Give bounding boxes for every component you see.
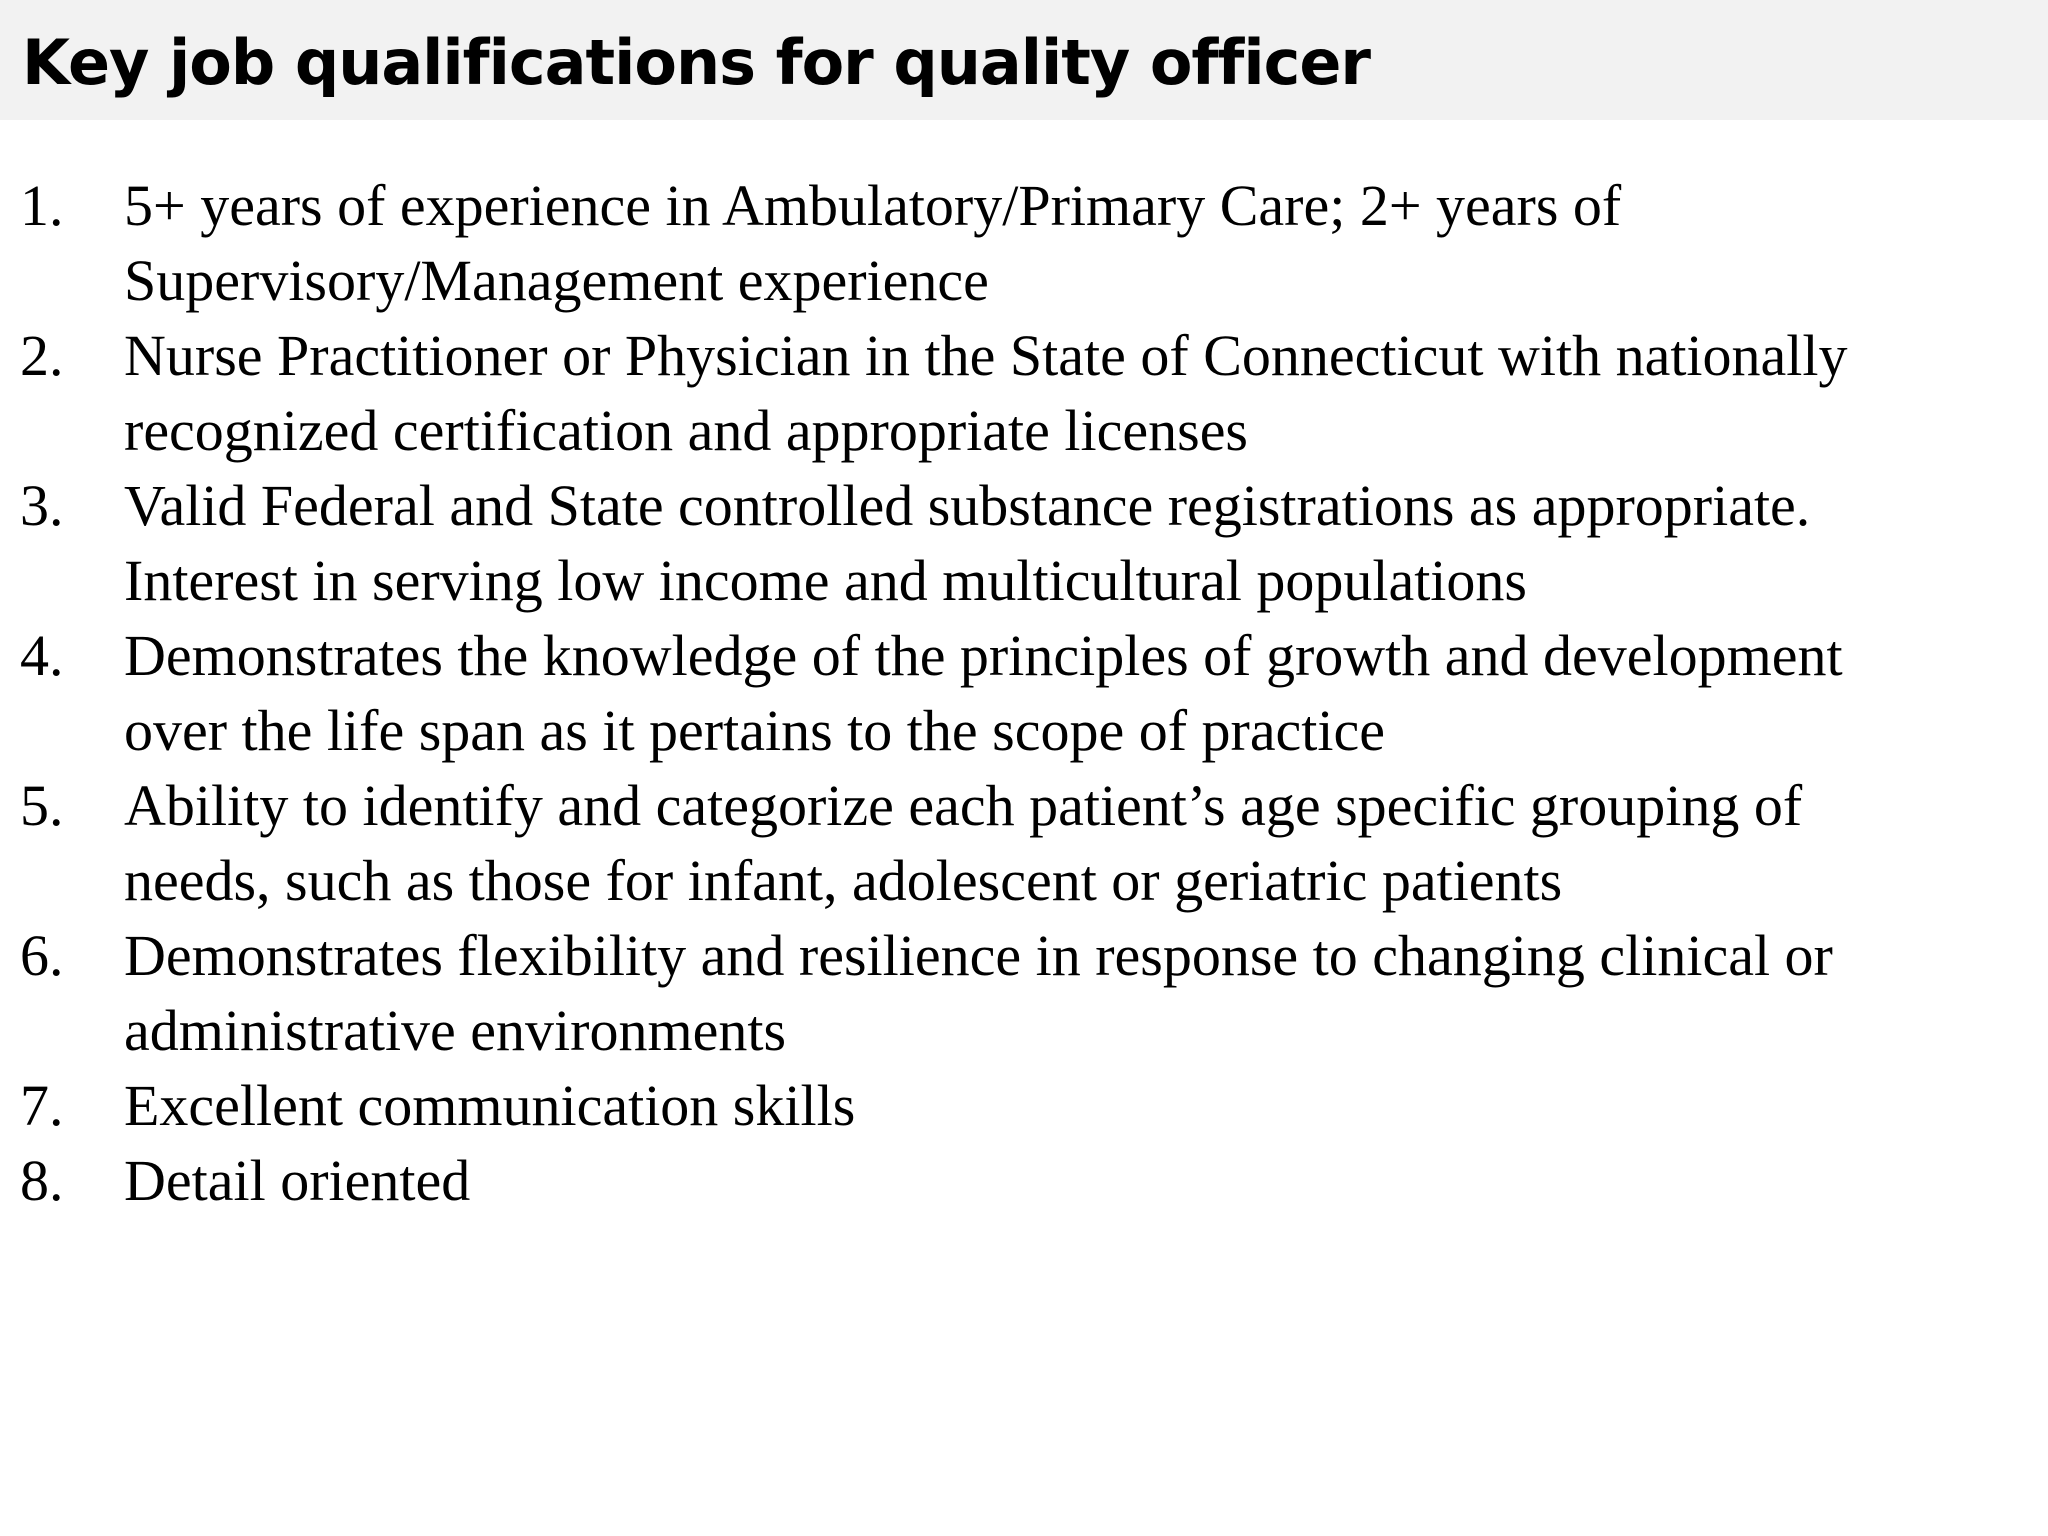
item-text-line: 5+ years of experience in Ambulatory/Primary Care; 2+ years of <box>124 173 1622 238</box>
item-text-line: Demonstrates the knowledge of the principles of growth and development <box>124 623 1843 688</box>
list-item <box>0 768 2048 918</box>
item-number: 3. <box>20 473 64 538</box>
item-text-line: Excellent communication skills <box>124 1073 856 1138</box>
item-text-line: administrative environments <box>124 998 787 1063</box>
item-text-line: over the life span as it pertains to the scope of practice <box>124 698 1386 763</box>
list-item <box>0 468 2048 618</box>
list-item <box>0 918 2048 1068</box>
item-text-line: Valid Federal and State controlled substance registrations as appropriate. <box>124 473 1811 538</box>
item-text-line: needs, such as those for infant, adolescent or geriatric patients <box>124 848 1563 913</box>
item-text-line: Demonstrates flexibility and resilience in response to changing clinical or <box>124 923 1833 988</box>
item-number: 7. <box>20 1073 64 1138</box>
list-item <box>0 1068 2048 1143</box>
item-number: 1. <box>20 173 64 238</box>
item-text-line: Nurse Practitioner or Physician in the State of Connecticut with nationally <box>124 323 1848 388</box>
qualifications-list <box>0 168 2048 1218</box>
title-bar <box>0 0 2048 120</box>
item-text-line: Supervisory/Management experience <box>124 248 989 313</box>
item-text-line: Ability to identify and categorize each patient’s age specific grouping of <box>124 773 1803 838</box>
item-text-line: Detail oriented <box>124 1148 471 1213</box>
item-number: 6. <box>20 923 64 988</box>
item-number: 2. <box>20 323 64 388</box>
item-text-line: recognized certification and appropriate licenses <box>124 398 1249 463</box>
list-item <box>0 318 2048 468</box>
list-item <box>0 618 2048 768</box>
list-item <box>0 1143 2048 1218</box>
item-text-line: Interest in serving low income and multicultural populations <box>124 548 1527 613</box>
item-number: 8. <box>20 1148 64 1213</box>
item-number: 5. <box>20 773 64 838</box>
page-title: Key job qualifications for quality officer <box>22 26 1371 99</box>
list-item <box>0 168 2048 318</box>
item-number: 4. <box>20 623 64 688</box>
